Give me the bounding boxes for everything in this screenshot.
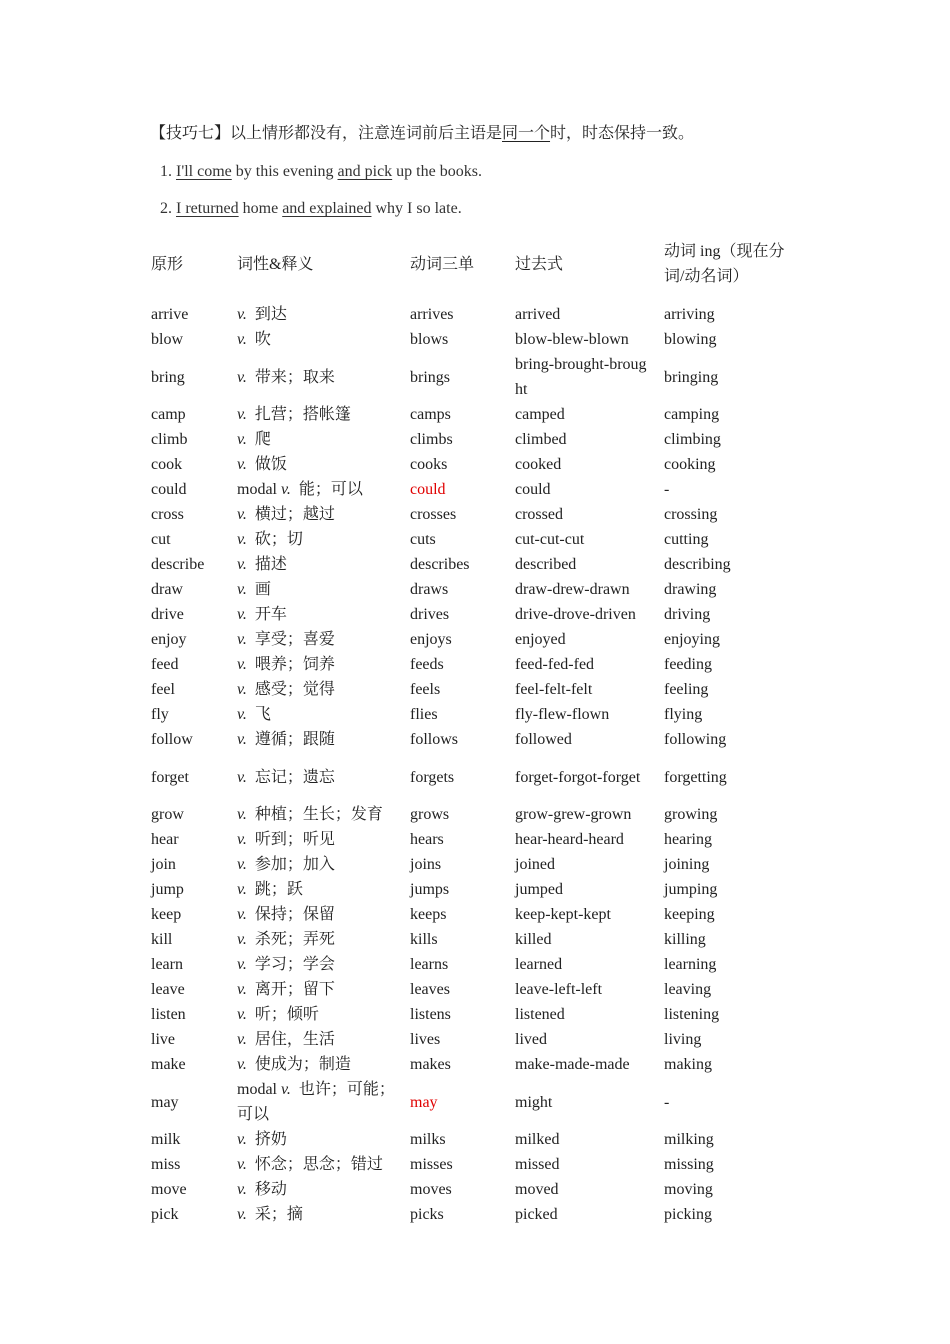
cell-ing: feeling: [664, 681, 709, 698]
meaning-text: 移动: [254, 1181, 287, 1198]
cell-past: picked: [515, 1206, 558, 1223]
part-of-speech: v.: [237, 1006, 247, 1023]
cell-third-person: learns: [410, 956, 449, 973]
cell-ing: cooking: [664, 456, 716, 473]
example-subject-verb: I returned: [176, 200, 239, 217]
cell-ing: describing: [664, 556, 731, 573]
table-row: [146, 1127, 803, 1152]
cell-past: lived: [515, 1031, 547, 1048]
meaning-text: 听；倾听: [254, 1006, 319, 1023]
cell-past: crossed: [515, 506, 563, 523]
part-of-speech: v.: [237, 406, 247, 423]
cell-ing: arriving: [664, 306, 715, 323]
cell-ing: climbing: [664, 431, 721, 448]
meaning-text: 挤奶: [254, 1131, 287, 1148]
cell-past: joined: [515, 856, 555, 873]
cell-meaning: [232, 1152, 405, 1177]
cell-ing: moving: [664, 1181, 713, 1198]
cell-past: cut-cut-cut: [515, 531, 585, 548]
part-of-speech: v.: [237, 368, 247, 386]
meaning-text: 带来；取来: [254, 368, 335, 386]
cell-third-person: flies: [410, 706, 438, 723]
cell-third-person: forgets: [410, 768, 455, 786]
cell-third-person: enjoys: [410, 631, 452, 648]
header-ing: 动词 ing（现在分词/动名词）: [664, 243, 785, 285]
cell-meaning: [232, 902, 405, 927]
cell-base: move: [151, 1181, 187, 1198]
cell-base: learn: [151, 956, 183, 973]
cell-meaning: [232, 327, 405, 352]
table-row: [146, 452, 803, 477]
cell-past: fly-flew-flown: [515, 706, 610, 723]
part-of-speech: v.: [237, 1131, 247, 1148]
cell-past: learned: [515, 956, 563, 973]
cell-past: feed-fed-fed: [515, 656, 595, 673]
part-of-speech: v.: [237, 581, 247, 598]
cell-past: jumped: [515, 881, 563, 898]
cell-ing: joining: [664, 856, 710, 873]
table-row: [146, 752, 803, 802]
cell-past: followed: [515, 731, 572, 748]
table-body: [146, 302, 803, 1227]
part-of-speech: v.: [281, 481, 291, 498]
part-of-speech: v.: [237, 931, 247, 948]
cell-ing: camping: [664, 406, 720, 423]
cell-ing: -: [664, 1093, 670, 1111]
header-meaning: 词性&释义: [237, 255, 314, 273]
cell-third-person: describes: [410, 556, 470, 573]
cell-third-person: joins: [410, 856, 442, 873]
cell-past: camped: [515, 406, 565, 423]
meaning-text: 居住，生活: [254, 1031, 335, 1048]
example-middle: home: [238, 200, 283, 217]
cell-base: hear: [151, 831, 179, 848]
cell-ing: -: [664, 481, 670, 498]
cell-third-person: leaves: [410, 981, 450, 998]
part-of-speech: v.: [237, 656, 247, 673]
cell-ing: leaving: [664, 981, 712, 998]
cell-base: describe: [151, 556, 205, 573]
cell-ing: blowing: [664, 331, 717, 348]
cell-ing: milking: [664, 1131, 714, 1148]
cell-base: climb: [151, 431, 188, 448]
table-row: [146, 527, 803, 552]
table-row: [146, 702, 803, 727]
part-of-speech: v.: [237, 331, 247, 348]
pos-prefix: modal: [237, 1081, 281, 1098]
table-row: [146, 652, 803, 677]
example-number: 2.: [160, 200, 176, 217]
cell-past: killed: [515, 931, 552, 948]
cell-meaning: [232, 802, 405, 827]
cell-ing: driving: [664, 606, 711, 623]
cell-meaning: [232, 427, 405, 452]
cell-meaning: [232, 1177, 405, 1202]
meaning-text: 参加；加入: [254, 856, 335, 873]
cell-meaning: [232, 452, 405, 477]
cell-meaning: [232, 952, 405, 977]
heading-prefix: 【技巧七】以上情形都没有，注意连词前后主语是: [150, 125, 503, 142]
meaning-text: 遵循；跟随: [254, 731, 335, 748]
table-row: [146, 677, 803, 702]
cell-past: described: [515, 556, 577, 573]
cell-ing: drawing: [664, 581, 717, 598]
cell-meaning: [232, 1002, 405, 1027]
cell-base: pick: [151, 1206, 179, 1223]
cell-meaning: [232, 927, 405, 952]
cell-third-person: may: [410, 1093, 438, 1111]
cell-third-person: drives: [410, 606, 450, 623]
cell-ing: growing: [664, 806, 718, 823]
cell-base: arrive: [151, 306, 189, 323]
cell-meaning: [232, 527, 405, 552]
cell-meaning: [232, 1027, 405, 1052]
cell-third-person: camps: [410, 406, 451, 423]
cell-meaning: [232, 602, 405, 627]
header-past: 过去式: [515, 255, 564, 273]
table-row: [146, 877, 803, 902]
meaning-text: 到达: [254, 306, 287, 323]
part-of-speech: v.: [237, 831, 247, 848]
part-of-speech: v.: [237, 1156, 247, 1173]
cell-meaning: [232, 402, 405, 427]
cell-meaning: [232, 552, 405, 577]
part-of-speech: v.: [237, 431, 247, 448]
part-of-speech: v.: [237, 506, 247, 523]
cell-past: hear-heard-heard: [515, 831, 624, 848]
part-of-speech: v.: [237, 606, 247, 623]
cell-third-person: climbs: [410, 431, 453, 448]
cell-base: miss: [151, 1156, 181, 1173]
cell-ing: missing: [664, 1156, 714, 1173]
cell-base: may: [151, 1093, 179, 1111]
cell-base: jump: [151, 881, 184, 898]
heading-underlined: 同一个: [502, 125, 551, 142]
cell-meaning: [232, 702, 405, 727]
cell-base: grow: [151, 806, 184, 823]
table-row: [146, 827, 803, 852]
cell-meaning: [232, 827, 405, 852]
cell-base: feel: [151, 681, 175, 698]
cell-meaning: [232, 677, 405, 702]
table-header-row: [146, 226, 803, 302]
part-of-speech: v.: [237, 956, 247, 973]
cell-past: leave-left-left: [515, 981, 603, 998]
cell-ing: following: [664, 731, 727, 748]
example-sentence: [160, 197, 462, 221]
part-of-speech: v.: [237, 1031, 247, 1048]
example-sentence: [160, 160, 482, 184]
table-row: [146, 1152, 803, 1177]
cell-ing: listening: [664, 1006, 720, 1023]
cell-ing: enjoying: [664, 631, 720, 648]
cell-third-person: misses: [410, 1156, 453, 1173]
cell-ing: making: [664, 1056, 712, 1073]
cell-ing: hearing: [664, 831, 712, 848]
table-row: [146, 952, 803, 977]
meaning-text: 杀死；弄死: [254, 931, 335, 948]
cell-ing: learning: [664, 956, 717, 973]
table-row: [146, 1027, 803, 1052]
cell-ing: jumping: [664, 881, 718, 898]
meaning-text: 砍；切: [254, 531, 303, 548]
cell-base: leave: [151, 981, 185, 998]
cell-base: follow: [151, 731, 193, 748]
cell-base: milk: [151, 1131, 181, 1148]
cell-past: missed: [515, 1156, 560, 1173]
cell-ing: flying: [664, 706, 703, 723]
cell-base: kill: [151, 931, 173, 948]
table-row: [146, 852, 803, 877]
meaning-text: 使成为；制造: [254, 1056, 351, 1073]
cell-past: feel-felt-felt: [515, 681, 593, 698]
table-row: [146, 902, 803, 927]
pos-prefix: modal: [237, 481, 281, 498]
cell-past: milked: [515, 1131, 560, 1148]
cell-meaning: [232, 852, 405, 877]
cell-base: feed: [151, 656, 179, 673]
table-row: [146, 1052, 803, 1077]
cell-base: live: [151, 1031, 175, 1048]
header-third-person: 动词三单: [410, 255, 475, 273]
cell-ing: crossing: [664, 506, 718, 523]
table-row: [146, 977, 803, 1002]
meaning-text: 忘记；遗忘: [254, 768, 335, 786]
cell-past: arrived: [515, 306, 561, 323]
cell-meaning: [232, 352, 405, 402]
example-subject-verb: I'll come: [176, 163, 232, 180]
table-row: [146, 577, 803, 602]
part-of-speech: v.: [237, 981, 247, 998]
meaning-text: 画: [254, 581, 271, 598]
cell-ing: bringing: [664, 368, 719, 386]
meaning-text: 跳；跃: [254, 881, 303, 898]
cell-past: keep-kept-kept: [515, 906, 611, 923]
heading-suffix: 时，时态保持一致。: [550, 125, 695, 142]
table-row: [146, 552, 803, 577]
cell-past: listened: [515, 1006, 565, 1023]
cell-third-person: feeds: [410, 656, 444, 673]
cell-base: blow: [151, 331, 183, 348]
cell-base: forget: [151, 768, 189, 786]
cell-third-person: crosses: [410, 506, 457, 523]
example-conjunction-verb: and pick: [337, 163, 393, 180]
table-row: [146, 1002, 803, 1027]
meaning-text: 做饭: [254, 456, 287, 473]
cell-base: enjoy: [151, 631, 187, 648]
cell-past: make-made-made: [515, 1056, 630, 1073]
meaning-text: 享受；喜爱: [254, 631, 335, 648]
cell-past: bring-brought-brought: [515, 356, 647, 398]
cell-base: cut: [151, 531, 171, 548]
header-base: 原形: [151, 255, 184, 273]
table-row: [146, 352, 803, 402]
part-of-speech: v.: [237, 681, 247, 698]
cell-past: grow-grew-grown: [515, 806, 632, 823]
cell-ing: living: [664, 1031, 702, 1048]
part-of-speech: v.: [237, 556, 247, 573]
cell-base: cook: [151, 456, 183, 473]
table-row: [146, 302, 803, 327]
cell-third-person: listens: [410, 1006, 451, 1023]
part-of-speech: v.: [237, 1206, 247, 1223]
example-end: up the books.: [392, 163, 482, 180]
cell-past: could: [515, 481, 551, 498]
cell-meaning: [232, 652, 405, 677]
cell-base: listen: [151, 1006, 186, 1023]
meaning-text: 开车: [254, 606, 287, 623]
table-row: [146, 627, 803, 652]
cell-ing: keeping: [664, 906, 715, 923]
cell-meaning: [232, 1052, 405, 1077]
part-of-speech: v.: [237, 1056, 247, 1073]
table-row: [146, 402, 803, 427]
cell-meaning: [232, 577, 405, 602]
cell-base: could: [151, 481, 187, 498]
cell-past: drive-drove-driven: [515, 606, 636, 623]
meaning-text: 保持；保留: [254, 906, 335, 923]
meaning-text: 也许；可能；可以: [237, 1081, 395, 1123]
cell-third-person: picks: [410, 1206, 444, 1223]
part-of-speech: v.: [237, 806, 247, 823]
cell-third-person: grows: [410, 806, 450, 823]
cell-meaning: [232, 727, 405, 752]
cell-third-person: blows: [410, 331, 449, 348]
meaning-text: 采；摘: [254, 1206, 303, 1223]
cell-meaning: [232, 627, 405, 652]
cell-base: camp: [151, 406, 186, 423]
example-conjunction-verb: and explained: [282, 200, 372, 217]
part-of-speech: v.: [237, 306, 247, 323]
cell-base: draw: [151, 581, 183, 598]
cell-meaning: [232, 477, 405, 502]
meaning-text: 横过；越过: [254, 506, 335, 523]
table-row: [146, 327, 803, 352]
cell-third-person: follows: [410, 731, 458, 748]
cell-third-person: cuts: [410, 531, 436, 548]
cell-meaning: [232, 752, 405, 802]
meaning-text: 爬: [254, 431, 271, 448]
part-of-speech: v.: [237, 631, 247, 648]
part-of-speech: v.: [237, 706, 247, 723]
cell-third-person: milks: [410, 1131, 446, 1148]
meaning-text: 离开；留下: [254, 981, 335, 998]
meaning-text: 喂养；饲养: [254, 656, 335, 673]
table-row: [146, 602, 803, 627]
meaning-text: 感受；觉得: [254, 681, 335, 698]
meaning-text: 飞: [254, 706, 271, 723]
cell-base: make: [151, 1056, 186, 1073]
cell-third-person: lives: [410, 1031, 441, 1048]
part-of-speech: v.: [237, 881, 247, 898]
part-of-speech: v.: [237, 1181, 247, 1198]
part-of-speech: v.: [237, 906, 247, 923]
cell-ing: feeding: [664, 656, 712, 673]
cell-base: cross: [151, 506, 184, 523]
table-row: [146, 727, 803, 752]
cell-meaning: [232, 302, 405, 327]
cell-base: keep: [151, 906, 182, 923]
cell-meaning: [232, 977, 405, 1002]
cell-meaning: [232, 877, 405, 902]
meaning-text: 听到；听见: [254, 831, 335, 848]
cell-past: forget-forgot-forget: [515, 768, 641, 786]
example-middle: by this evening: [231, 163, 338, 180]
meaning-text: 吹: [254, 331, 271, 348]
table-row: [146, 1077, 803, 1127]
table-row: [146, 1177, 803, 1202]
part-of-speech: v.: [237, 531, 247, 548]
cell-third-person: could: [410, 481, 446, 498]
meaning-text: 怀念；思念；错过: [254, 1156, 383, 1173]
part-of-speech: v.: [237, 768, 247, 786]
cell-meaning: [232, 1077, 405, 1127]
table-row: [146, 927, 803, 952]
verb-table: [146, 226, 803, 1227]
cell-base: join: [151, 856, 176, 873]
cell-past: blow-blew-blown: [515, 331, 629, 348]
cell-past: climbed: [515, 431, 567, 448]
cell-third-person: arrives: [410, 306, 454, 323]
cell-past: enjoyed: [515, 631, 566, 648]
cell-ing: cutting: [664, 531, 709, 548]
cell-third-person: kills: [410, 931, 438, 948]
cell-third-person: cooks: [410, 456, 448, 473]
table-row: [146, 477, 803, 502]
cell-past: might: [515, 1093, 553, 1111]
cell-meaning: [232, 1127, 405, 1152]
meaning-text: 学习；学会: [254, 956, 335, 973]
cell-third-person: brings: [410, 368, 450, 386]
example-number: 1.: [160, 163, 176, 180]
cell-third-person: feels: [410, 681, 441, 698]
cell-third-person: makes: [410, 1056, 451, 1073]
meaning-text: 扎营；搭帐篷: [254, 406, 351, 423]
example-end: why I so late.: [371, 200, 462, 217]
table-row: [146, 427, 803, 452]
cell-third-person: jumps: [410, 881, 450, 898]
part-of-speech: v.: [237, 856, 247, 873]
table-row: [146, 502, 803, 527]
meaning-text: 能；可以: [298, 481, 363, 498]
cell-past: cooked: [515, 456, 562, 473]
tip-heading: [150, 121, 694, 147]
cell-base: drive: [151, 606, 184, 623]
part-of-speech: v.: [281, 1081, 291, 1098]
meaning-text: 种植；生长；发育: [254, 806, 383, 823]
cell-meaning: [232, 1202, 405, 1227]
cell-third-person: hears: [410, 831, 444, 848]
cell-past: moved: [515, 1181, 559, 1198]
cell-ing: picking: [664, 1206, 712, 1223]
cell-base: bring: [151, 368, 185, 386]
cell-ing: killing: [664, 931, 706, 948]
cell-third-person: draws: [410, 581, 449, 598]
part-of-speech: v.: [237, 456, 247, 473]
part-of-speech: v.: [237, 731, 247, 748]
cell-third-person: moves: [410, 1181, 452, 1198]
cell-third-person: keeps: [410, 906, 447, 923]
table-row: [146, 1202, 803, 1227]
cell-base: fly: [151, 706, 169, 723]
cell-ing: forgetting: [664, 768, 727, 786]
cell-past: draw-drew-drawn: [515, 581, 630, 598]
cell-meaning: [232, 502, 405, 527]
meaning-text: 描述: [254, 556, 287, 573]
table-row: [146, 802, 803, 827]
